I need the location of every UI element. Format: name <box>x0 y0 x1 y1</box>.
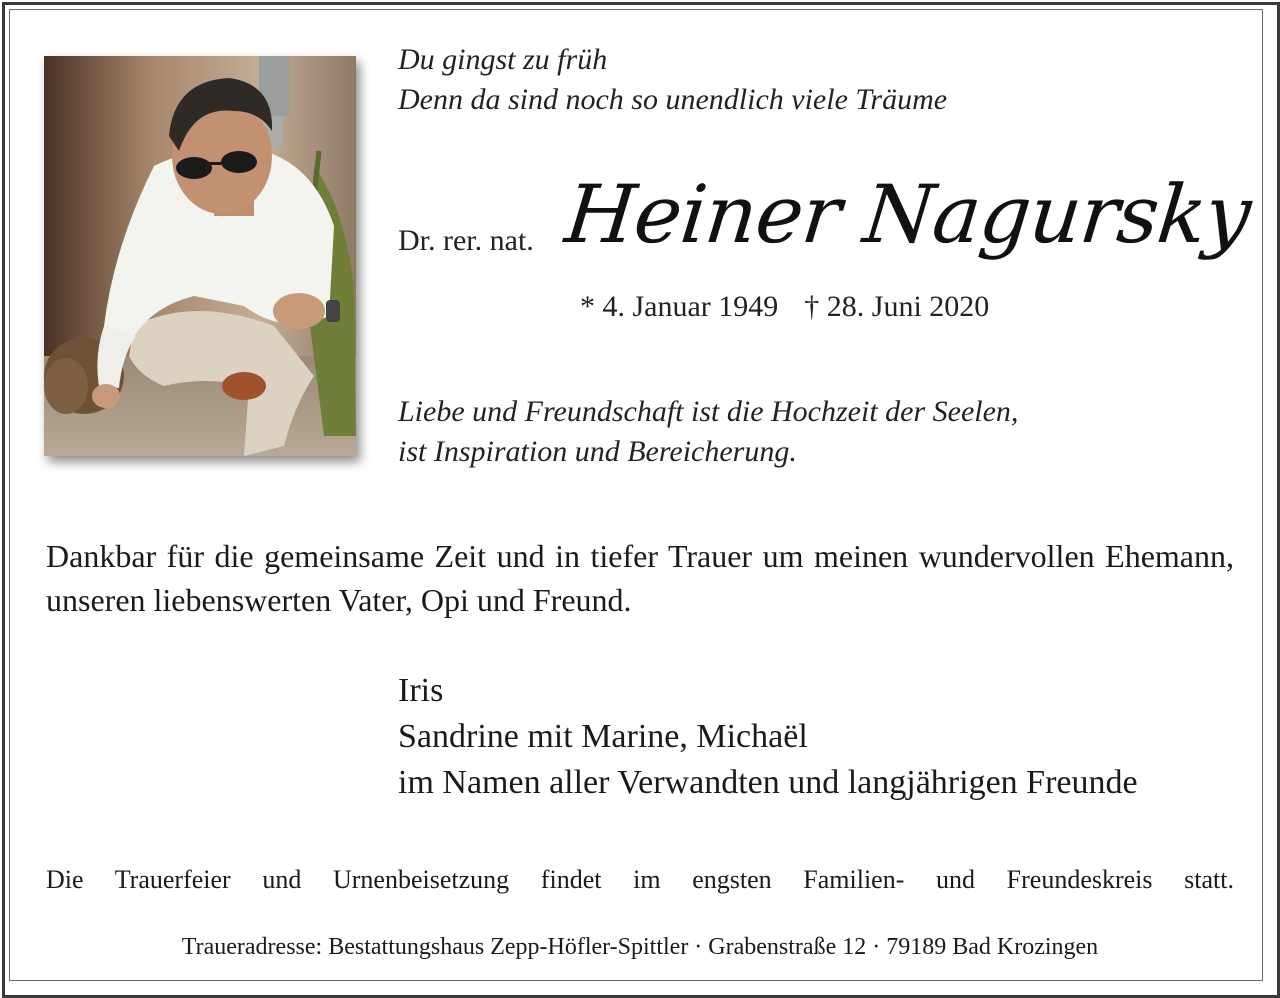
gratitude-text: Dankbar für die gemeinsame Zeit und in tiefer Trauer um meinen wundervollen Ehemann, unseren liebenswerten Vater, Opi und Freund. <box>46 538 1234 618</box>
mourner-line: im Namen aller Verwandten und langjährigen Freunde <box>398 764 1138 801</box>
portrait-photo <box>44 56 356 456</box>
verse-line: Denn da sind noch so unendlich viele Träume <box>398 83 948 116</box>
death-date: † 28. Juni 2020 <box>804 290 990 323</box>
verse-line: Liebe und Freundschaft ist die Hochzeit der Seelen, <box>398 395 1019 428</box>
mourners-list <box>398 668 1138 806</box>
mourning-address: Traueradresse: Bestattungshaus Zepp-Höfler-Spittler · Grabenstraße 12 · 79189 Bad Krozingen <box>181 934 1099 960</box>
birth-date: * 4. Januar 1949 <box>580 290 779 323</box>
mourner-line: Iris <box>398 672 444 709</box>
mourner-line: Sandrine mit Marine, Michaël <box>398 718 808 755</box>
opening-verse <box>398 40 947 120</box>
life-dates <box>580 290 989 324</box>
deceased-name: Heiner Nagursky <box>561 168 1255 261</box>
name-block <box>398 168 1258 290</box>
academic-title: Dr. rer. nat. <box>398 224 534 257</box>
verse-line: Du gingst zu früh <box>398 43 608 76</box>
verse-line: ist Inspiration und Bereicherung. <box>398 435 797 468</box>
closing-verse <box>398 392 1018 472</box>
ceremony-notice: Die Trauerfeier und Urnenbeisetzung findet im engsten Familien- und Freundeskreis statt. <box>46 865 1234 894</box>
